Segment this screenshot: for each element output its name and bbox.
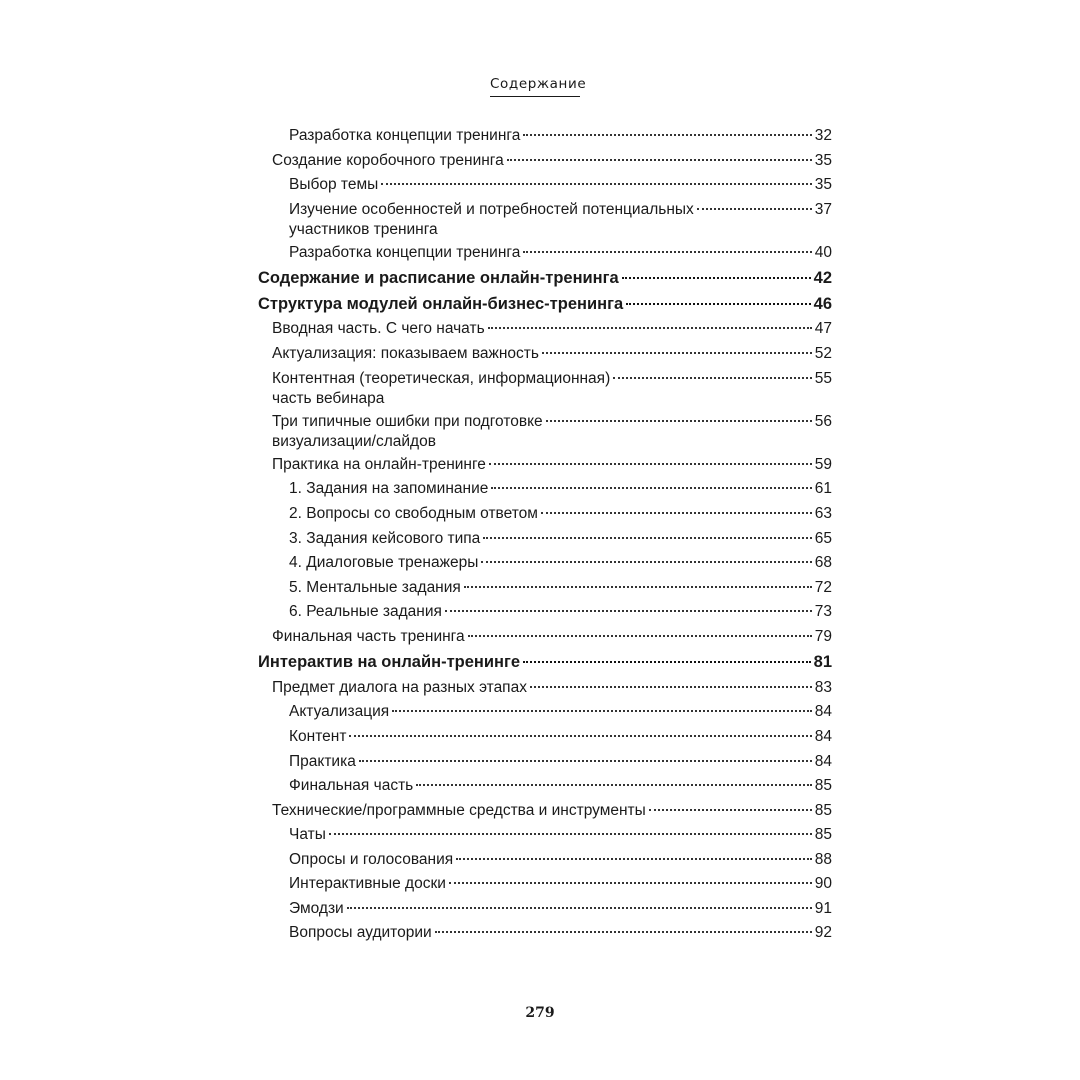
dot-leader	[523, 134, 811, 136]
toc-entry-page: 84	[814, 727, 832, 745]
toc-entry-title: Опросы и голосования	[289, 850, 454, 868]
toc-entry	[258, 650, 832, 675]
page-number: 279	[525, 1005, 555, 1021]
dot-leader	[530, 686, 812, 688]
toc-entry-title: Предмет диалога на разных этапах	[272, 678, 527, 696]
dot-leader	[381, 183, 812, 185]
dot-leader	[626, 303, 811, 305]
dot-leader	[392, 710, 812, 712]
toc-entry-title: Актуализация: показываем важность	[272, 345, 539, 363]
toc-entry-page: 90	[814, 875, 832, 893]
toc-entry-page: 85	[814, 826, 832, 844]
toc-entry	[258, 823, 832, 848]
dot-leader	[347, 907, 812, 909]
toc-entry-title: Содержание и расписание онлайн-тренинга	[258, 269, 619, 288]
dot-leader	[649, 809, 812, 811]
toc-entry	[258, 872, 832, 897]
toc-entry	[258, 342, 832, 367]
dot-leader	[349, 735, 811, 737]
dot-leader	[435, 931, 812, 933]
toc-entry-title: Интерактив на онлайн-тренинге	[258, 653, 521, 672]
toc-entry	[258, 625, 832, 650]
toc-entry-page: 83	[814, 678, 832, 696]
toc-entry	[258, 149, 832, 174]
toc-entry-page: 37	[814, 200, 832, 218]
toc-entry-title: Разработка концепции тренинга	[289, 127, 521, 144]
toc-entry-page: 73	[814, 603, 832, 621]
toc-entry-page: 35	[814, 176, 832, 194]
toc-entry	[258, 799, 832, 824]
dot-leader	[456, 858, 812, 860]
dot-leader	[489, 463, 812, 465]
toc-entry-page: 85	[814, 777, 832, 795]
toc-entry-title: 2. Вопросы со свободным ответом	[289, 505, 538, 523]
toc-entry-title: Практика	[289, 752, 356, 770]
toc-entry-title: Изучение особенностей и потребностей потенциальных участников тренинга	[289, 200, 694, 239]
toc-entry	[258, 600, 832, 625]
toc-entry-page: 81	[813, 653, 832, 672]
toc-entry	[258, 502, 832, 527]
dot-leader	[468, 635, 812, 637]
toc-entry-page: 52	[814, 345, 832, 363]
toc-entry-title: Разработка концепции тренинга	[289, 243, 521, 261]
dot-leader	[416, 784, 812, 786]
toc-entry-page: 32	[814, 127, 832, 144]
toc-entry-page: 65	[814, 529, 832, 547]
toc-entry-title: 3. Задания кейсового типа	[289, 529, 481, 547]
table-of-contents	[258, 124, 832, 946]
toc-entry	[258, 576, 832, 601]
toc-entry-title: Практика на онлайн-тренинге	[272, 455, 486, 473]
toc-entry-page: 63	[814, 505, 832, 523]
toc-entry-page: 72	[814, 578, 832, 596]
toc-entry	[258, 198, 832, 241]
toc-entry-title: 6. Реальные задания	[289, 603, 442, 621]
toc-entry-page: 68	[814, 554, 832, 572]
toc-entry	[258, 774, 832, 799]
toc-entry-page: 35	[814, 151, 832, 169]
dot-leader	[449, 882, 812, 884]
dot-leader	[488, 327, 812, 329]
toc-entry-page: 85	[814, 801, 832, 819]
dot-leader	[523, 251, 811, 253]
toc-entry-title: Выбор темы	[289, 176, 379, 194]
toc-entry-page: 79	[814, 627, 832, 645]
dot-leader	[481, 561, 811, 563]
toc-entry-page: 61	[814, 480, 832, 498]
toc-entry-title: Актуализация	[289, 703, 390, 721]
toc-entry-title: Структура модулей онлайн-бизнес-тренинга	[258, 294, 624, 313]
dot-leader	[622, 277, 811, 279]
toc-entry-title: Контент	[289, 727, 347, 745]
toc-entry-page: 40	[814, 243, 832, 261]
toc-entry-page: 91	[814, 899, 832, 917]
toc-entry-title: Контентная (теоретическая, информационная) часть вебинара	[272, 369, 611, 408]
dot-leader	[464, 586, 812, 588]
dot-leader	[507, 159, 812, 161]
toc-entry-title: Технические/программные средства и инструменты	[272, 801, 646, 819]
toc-entry	[258, 551, 832, 576]
toc-entry-page: 92	[814, 924, 832, 942]
toc-entry	[258, 410, 832, 453]
toc-entry	[258, 921, 832, 946]
toc-entry-title: Эмодзи	[289, 899, 344, 917]
dot-leader	[491, 487, 811, 489]
toc-entry	[258, 676, 832, 701]
toc-entry-title: Чаты	[289, 826, 326, 844]
dot-leader	[359, 760, 812, 762]
toc-entry-title: Финальная часть	[289, 777, 414, 795]
dot-leader	[445, 610, 812, 612]
toc-entry-title: Создание коробочного тренинга	[272, 151, 504, 169]
toc-entry	[258, 173, 832, 198]
toc-entry-page: 88	[814, 850, 832, 868]
toc-entry	[258, 477, 832, 502]
toc-entry	[258, 527, 832, 552]
toc-entry	[258, 124, 832, 149]
toc-entry-title: 5. Ментальные задания	[289, 578, 461, 596]
toc-entry-page: 59	[814, 455, 832, 473]
toc-entry-title: Вводная часть. С чего начать	[272, 320, 485, 338]
toc-entry	[258, 292, 832, 317]
toc-entry	[258, 317, 832, 342]
dot-leader	[697, 208, 812, 210]
toc-entry	[258, 897, 832, 922]
dot-leader	[523, 661, 811, 663]
header-rule	[490, 96, 580, 97]
toc-entry-title: 1. Задания на запоминание	[289, 480, 489, 498]
dot-leader	[546, 420, 812, 422]
toc-entry-title: Вопросы аудитории	[289, 924, 432, 942]
toc-entry-page: 84	[814, 752, 832, 770]
dot-leader	[613, 377, 812, 379]
toc-entry	[258, 750, 832, 775]
toc-entry-title: Финальная часть тренинга	[272, 627, 465, 645]
toc-entry-title: 4. Диалоговые тренажеры	[289, 554, 479, 572]
toc-entry	[258, 367, 832, 410]
toc-entry	[258, 453, 832, 478]
dot-leader	[329, 833, 812, 835]
toc-entry-page: 42	[813, 269, 832, 288]
toc-entry-page: 84	[814, 703, 832, 721]
dot-leader	[541, 512, 812, 514]
toc-entry-page: 47	[814, 320, 832, 338]
dot-leader	[483, 537, 811, 539]
toc-entry	[258, 241, 832, 266]
toc-entry	[258, 700, 832, 725]
toc-entry-title: Интерактивные доски	[289, 875, 446, 893]
toc-entry	[258, 848, 832, 873]
running-header: Содержание	[490, 76, 587, 92]
dot-leader	[542, 352, 812, 354]
toc-entry	[258, 725, 832, 750]
toc-entry-page: 46	[813, 294, 832, 313]
toc-entry-title: Три типичные ошибки при подготовке визуализации/слайдов	[272, 412, 543, 451]
toc-entry	[258, 266, 832, 291]
toc-entry-page: 56	[814, 412, 832, 430]
toc-entry-page: 55	[814, 369, 832, 387]
